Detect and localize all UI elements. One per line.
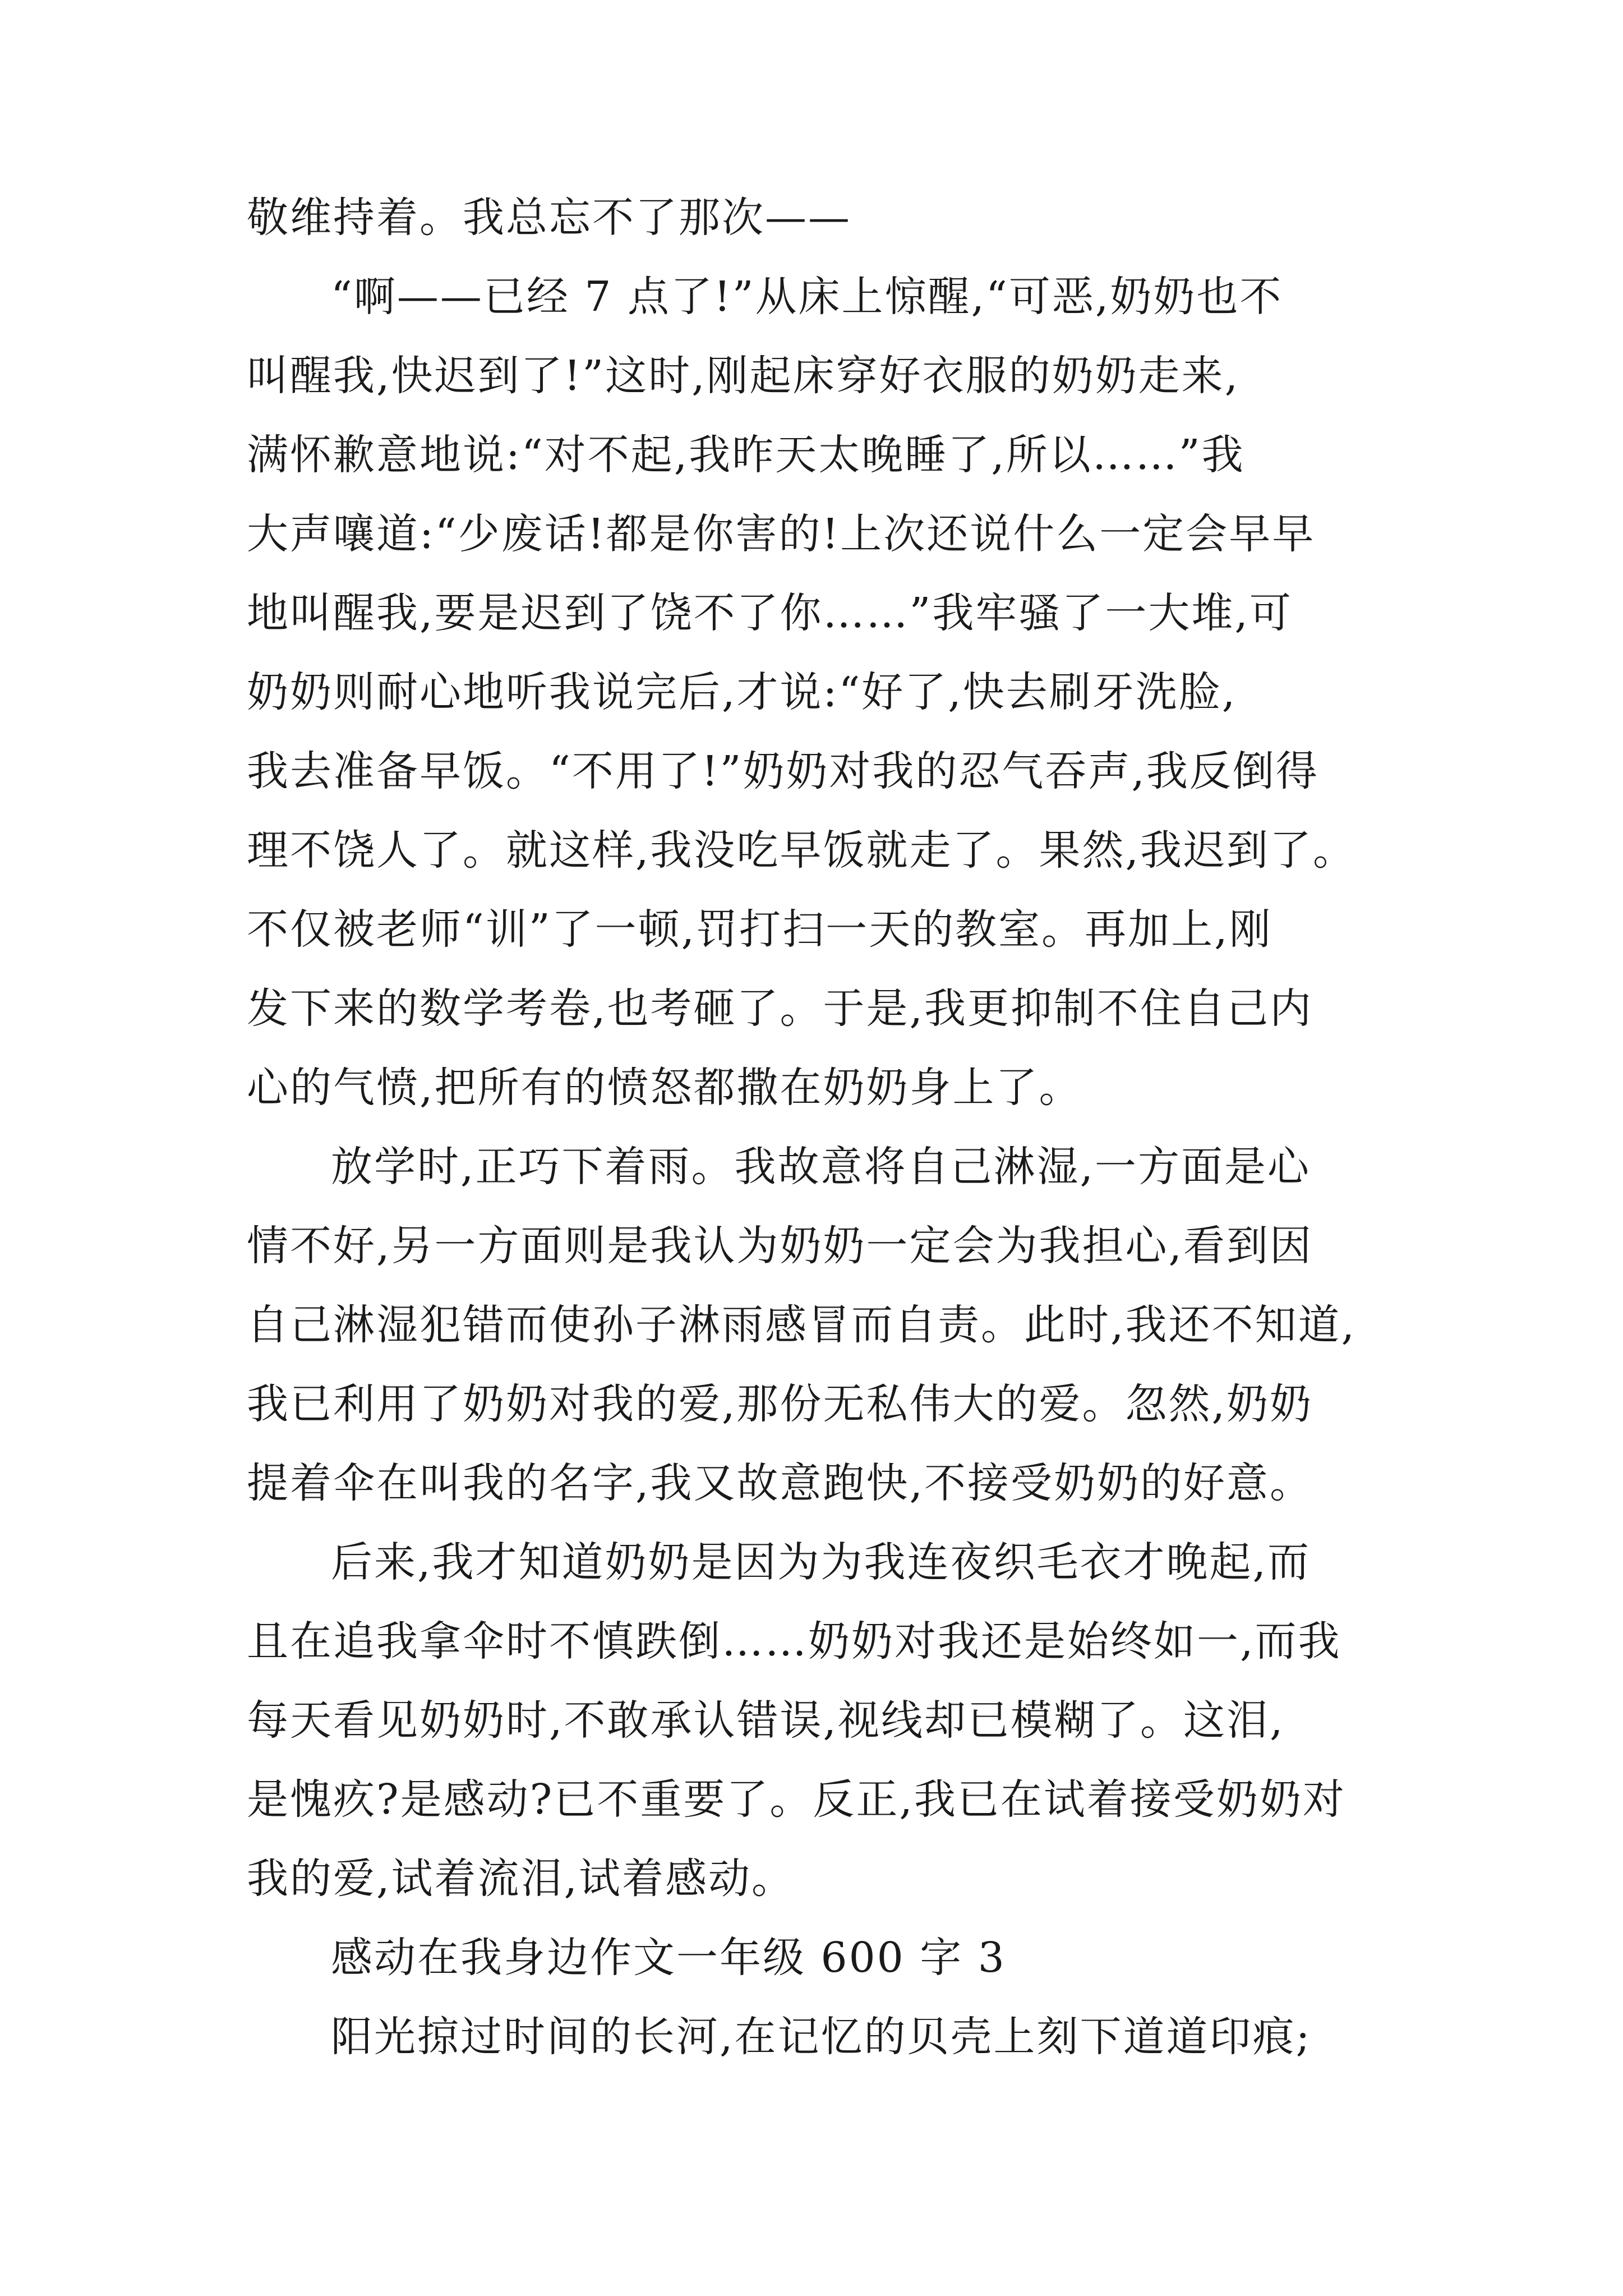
text-line: 我的爱,试着流泪,试着感动。 (247, 1855, 795, 1903)
text-line: 阳光掠过时间的长河,在记忆的贝壳上刻下道道印痕; (331, 2013, 1312, 2061)
text-line: 满怀歉意地说:“对不起,我昨天太晚睡了,所以……”我 (247, 431, 1245, 479)
text-line: 敬维持着。我总忘不了那次—— (247, 194, 851, 242)
essay-text (247, 178, 1436, 2077)
text-line: 大声嚷道:“少废话!都是你害的!上次还说什么一定会早早 (247, 510, 1316, 558)
section-heading: 感动在我身边作文一年级 600 字 3 (331, 1934, 1006, 1982)
text-line: 且在追我拿伞时不慎跌倒……奶奶对我还是始终如一,而我 (247, 1617, 1341, 1665)
text-line: 自己淋湿犯错而使孙子淋雨感冒而自责。此时,我还不知道, (247, 1301, 1357, 1349)
text-line: 后来,我才知道奶奶是因为为我连夜织毛衣才晚起,而 (331, 1538, 1311, 1586)
text-line: 理不饶人了。就这样,我没吃早饭就走了。果然,我迟到了。 (247, 826, 1357, 875)
text-line: 放学时,正巧下着雨。我故意将自己淋湿,一方面是心 (331, 1143, 1311, 1191)
text-line: 心的气愤,把所有的愤怒都撒在奶奶身上了。 (247, 1064, 1082, 1112)
text-line: 奶奶则耐心地听我说完后,才说:“好了,快去刷牙洗脸, (247, 668, 1237, 716)
text-line: 地叫醒我,要是迟到了饶不了你……”我牢骚了一大堆,可 (247, 589, 1293, 637)
text-line: 叫醒我,快迟到了!”这时,刚起床穿好衣服的奶奶走来, (247, 352, 1240, 400)
text-line: 我已利用了奶奶对我的爱,那份无私伟大的爱。忽然,奶奶 (247, 1380, 1313, 1428)
text-line: 情不好,另一方面则是我认为奶奶一定会为我担心,看到因 (247, 1222, 1313, 1270)
text-line: “啊——已经 7 点了!”从床上惊醒,“可恶,奶奶也不 (331, 273, 1283, 321)
text-line: 不仅被老师“训”了一顿,罚打扫一天的教室。再加上,刚 (247, 905, 1272, 954)
text-line: 提着伞在叫我的名字,我又故意跑快,不接受奶奶的好意。 (247, 1459, 1313, 1507)
text-line: 每天看见奶奶时,不敢承认错误,视线却已模糊了。这泪, (247, 1696, 1285, 1745)
text-line: 我去准备早饭。“不用了!”奶奶对我的忍气吞声,我反倒得 (247, 747, 1319, 795)
text-line: 发下来的数学考卷,也考砸了。于是,我更抑制不住自己内 (247, 984, 1313, 1033)
text-line: 是愧疚?是感动?已不重要了。反正,我已在试着接受奶奶对 (247, 1775, 1346, 1824)
